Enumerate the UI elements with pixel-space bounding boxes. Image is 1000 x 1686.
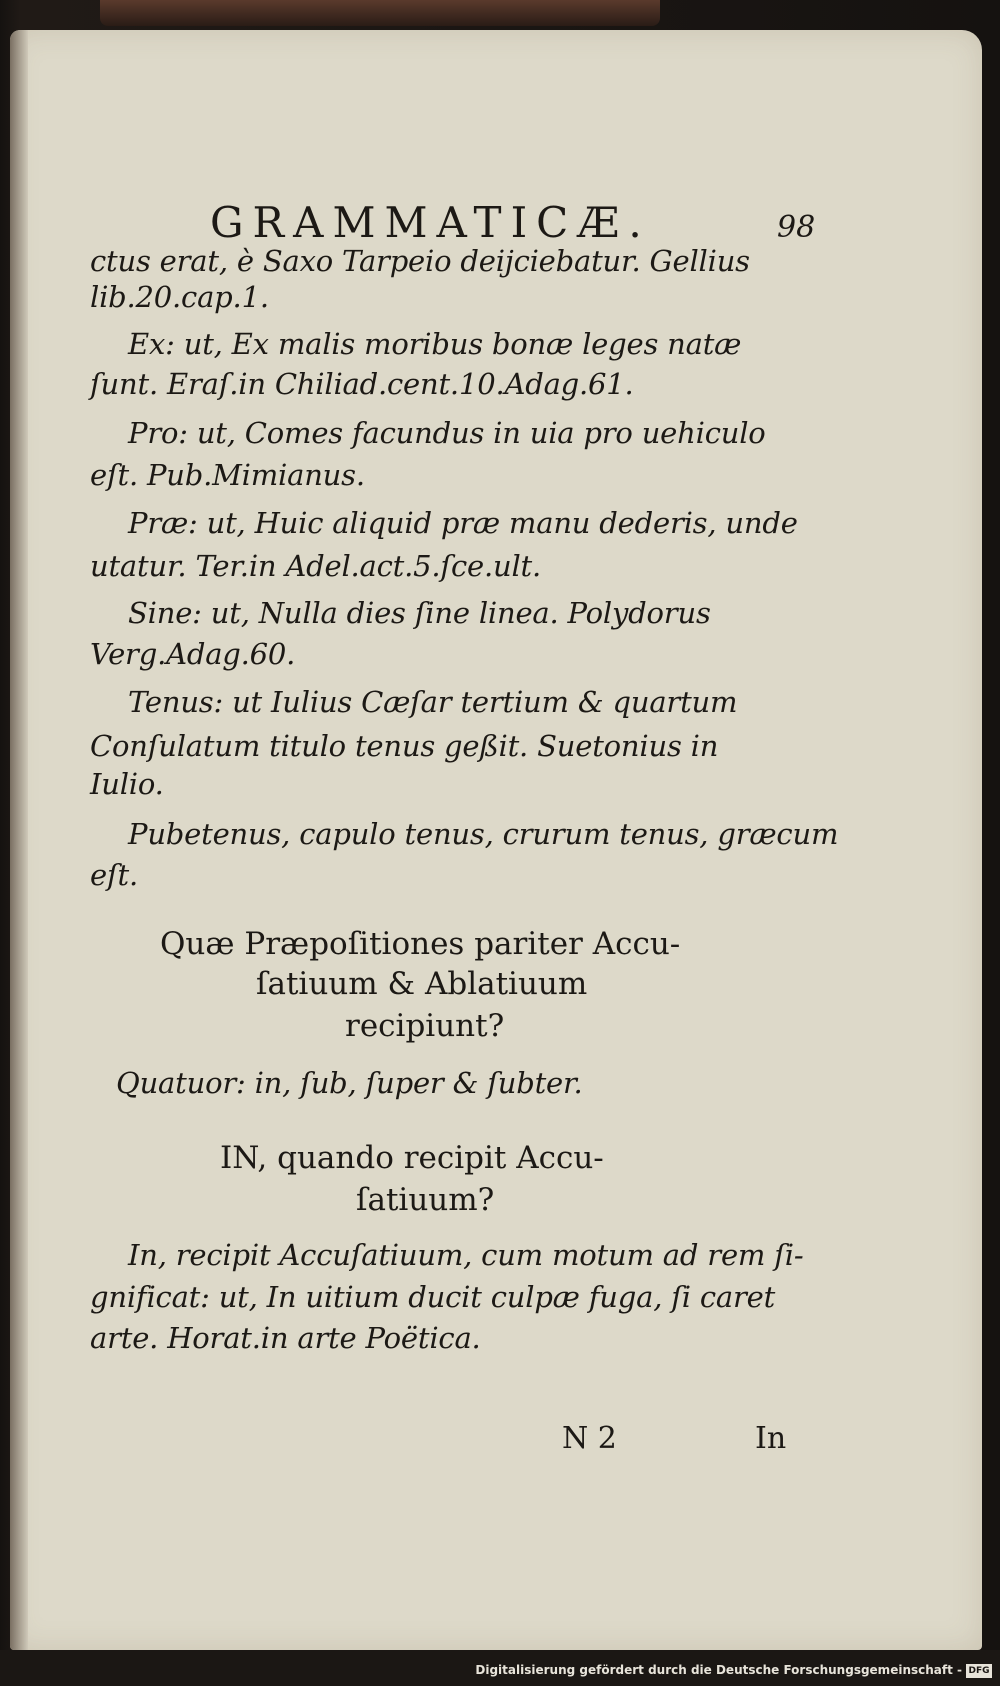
text-line: arte. Horat.in arte Poëtica. xyxy=(90,1321,481,1355)
dfg-logo-icon: DFG xyxy=(966,1664,992,1678)
book-page xyxy=(10,30,982,1650)
heading-line: recipiunt? xyxy=(345,1008,505,1044)
text-line: Pro: ut, Comes facundus in uia pro uehiculo xyxy=(128,416,766,450)
text-line: ſunt. Eraſ.in Chiliad.cent.10.Adag.61. xyxy=(90,367,634,401)
text-line: ctus erat, è Saxo Tarpeio deijciebatur. Gellius xyxy=(90,244,750,278)
text-line: Sine: ut, Nulla dies ſine linea. Polydorus xyxy=(128,596,711,630)
text-line: Tenus: ut Iulius Cæſar tertium & quartum xyxy=(128,685,738,719)
text-line: Iulio. xyxy=(90,767,164,801)
text-line: gnificat: ut, In uitium ducit culpæ fuga, ſi caret xyxy=(90,1280,776,1314)
page-number: 98 xyxy=(777,210,816,245)
credit-bar xyxy=(0,1650,1000,1686)
text-line: eſt. xyxy=(90,858,138,892)
text-line: Conſulatum titulo tenus geßit. Suetonius in xyxy=(90,729,719,763)
text-line: Ex: ut, Ex malis moribus bonæ leges natæ xyxy=(128,327,742,361)
text-line: In, recipit Accuſatiuum, cum motum ad rem ſi- xyxy=(128,1238,804,1272)
heading-line: ſatiuum & Ablatiuum xyxy=(256,966,588,1002)
text-line: Quatuor: in, ſub, ſuper & ſubter. xyxy=(116,1066,583,1100)
heading-line: IN, quando recipit Accu- xyxy=(220,1140,604,1176)
text-line: eſt. Pub.Mimianus. xyxy=(90,458,365,492)
catchword: In xyxy=(755,1421,787,1456)
book-gutter xyxy=(10,30,28,1650)
signature-mark: N 2 xyxy=(562,1421,617,1456)
text-line: Pubetenus, capulo tenus, crurum tenus, græcum xyxy=(128,817,839,851)
text-line: Verg.Adag.60. xyxy=(90,637,296,671)
book-top-edge xyxy=(100,0,660,26)
text-line: utatur. Ter.in Adel.act.5.ſce.ult. xyxy=(90,549,541,583)
running-head: GRAMMATICÆ. xyxy=(210,198,651,247)
text-line: Præ: ut, Huic aliquid præ manu dederis, unde xyxy=(128,506,798,540)
digitization-credit: Digitalisierung gefördert durch die Deutsche Forschungsgemeinschaft - xyxy=(475,1663,962,1677)
text-line: lib.20.cap.1. xyxy=(90,280,269,314)
heading-line: Quæ Præpoſitiones pariter Accu- xyxy=(160,926,681,962)
heading-line: ſatiuum? xyxy=(356,1182,495,1218)
